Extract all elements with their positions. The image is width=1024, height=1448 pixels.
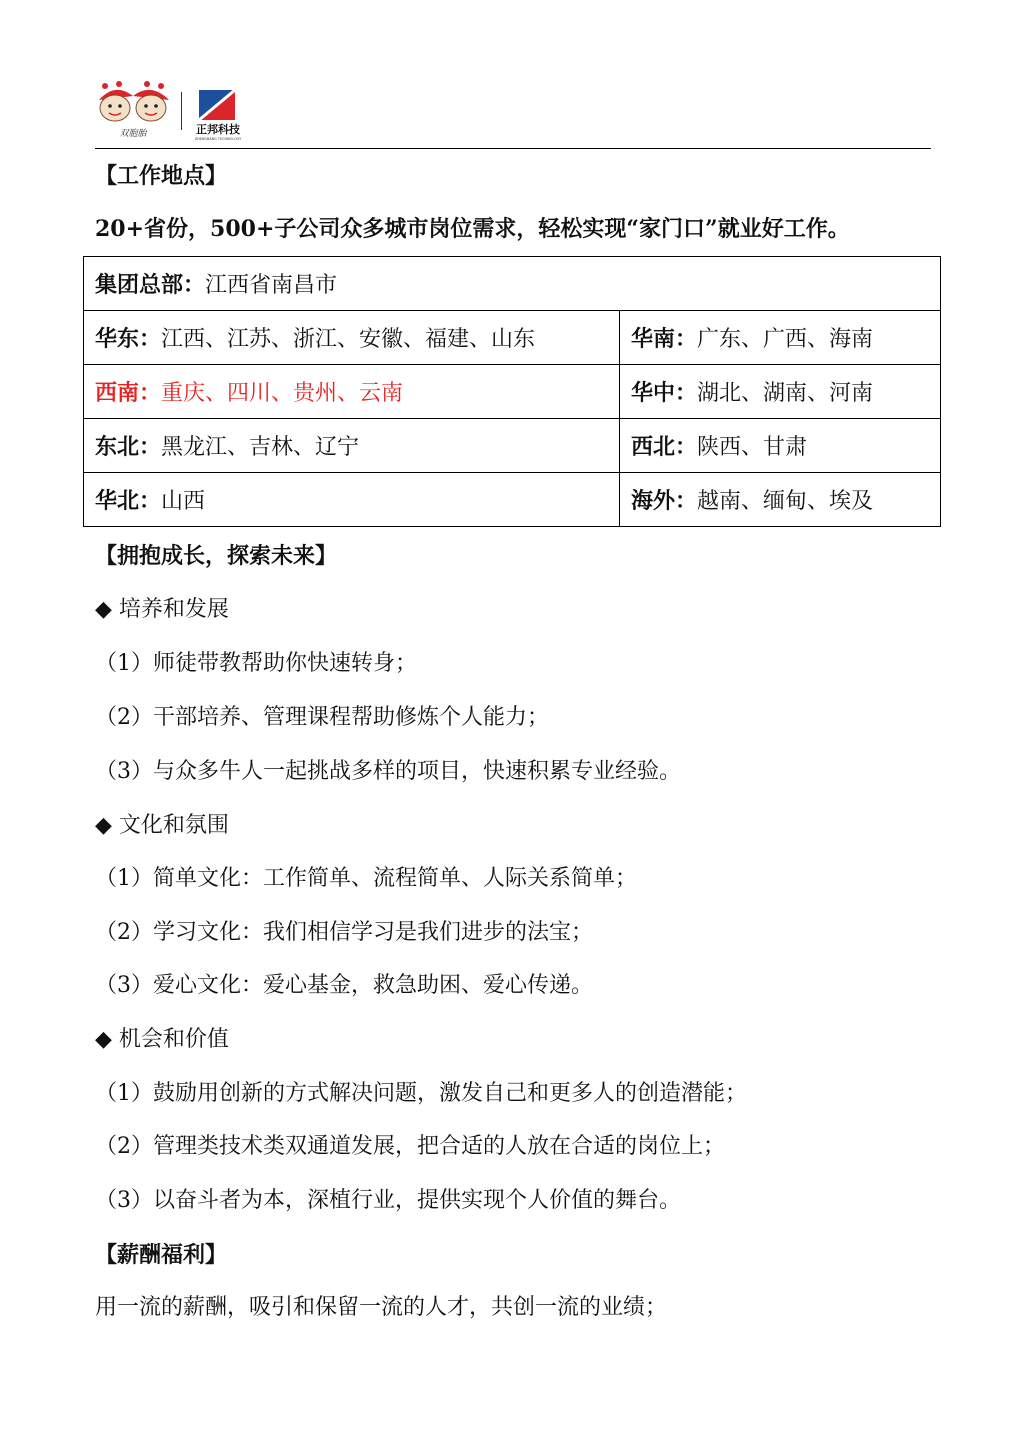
- hq-key: 集团总部：: [95, 272, 206, 298]
- list-item: （2）管理类技术类双通道发展，把合适的人放在合适的岗位上；: [95, 1134, 725, 1159]
- list-item: （1）师徒带教帮助你快速转身；: [95, 651, 417, 676]
- table-row: [84, 419, 941, 473]
- region-cell-central: [620, 365, 941, 419]
- region-value: 黑龙江、吉林、辽宁: [161, 435, 360, 460]
- region-cell-northwest: [620, 419, 941, 473]
- work-location-heading: 【工作地点】: [95, 163, 228, 189]
- list-item: （2）学习文化：我们相信学习是我们进步的法宝；: [95, 920, 593, 945]
- twins-logo-text: 双胞胎: [119, 129, 147, 139]
- work-location-summary: 20+省份，500+子公司众多城市岗位需求，轻松实现“家门口”就业好工作。: [95, 216, 850, 242]
- salary-heading: 【薪酬福利】: [95, 1242, 228, 1268]
- zhengbang-logo-subtext: ZHENGBANG TECHNOLOGY: [194, 137, 242, 141]
- table-row: [84, 365, 941, 419]
- zhengbang-logo-icon: [191, 86, 245, 142]
- region-key: 西南：: [95, 380, 162, 406]
- region-value: 湖北、湖南、河南: [697, 381, 874, 406]
- region-cell-south: [620, 311, 941, 365]
- region-value: 重庆、四川、贵州、云南: [161, 381, 404, 406]
- region-key: 华东：: [95, 326, 162, 352]
- hq-value: 江西省南昌市: [205, 273, 338, 298]
- region-value: 陕西、甘肃: [697, 435, 808, 460]
- region-value: 山西: [161, 489, 206, 514]
- hq-cell: [84, 257, 941, 311]
- region-cell-overseas: [620, 473, 941, 527]
- region-cell-east: [84, 311, 620, 365]
- region-key: 华北：: [95, 488, 162, 514]
- growth-section-title: ◆ 机会和价值: [95, 1027, 229, 1052]
- list-item: （1）鼓励用创新的方式解决问题，激发自己和更多人的创造潜能；: [95, 1081, 747, 1106]
- region-cell-southwest: [84, 365, 620, 419]
- table-row: [84, 311, 941, 365]
- region-key: 东北：: [95, 434, 162, 460]
- document-header: [95, 78, 931, 148]
- table-row: [84, 257, 941, 311]
- logo-separator: [181, 92, 182, 130]
- table-row: [84, 473, 941, 527]
- growth-section-title: ◆ 文化和氛围: [95, 813, 229, 838]
- work-location-table: [83, 256, 941, 527]
- region-value: 越南、缅甸、埃及: [697, 489, 874, 514]
- region-cell-north: [84, 473, 620, 527]
- region-value: 江西、江苏、浙江、安徽、福建、山东: [161, 327, 536, 352]
- region-key: 西北：: [631, 434, 698, 460]
- twins-logo-icon: [95, 78, 175, 140]
- salary-line: 用一流的薪酬，吸引和保留一流的人才，共创一流的业绩；: [95, 1295, 668, 1320]
- list-item: （1）简单文化：工作简单、流程简单、人际关系简单；: [95, 866, 637, 891]
- region-key: 华南：: [631, 326, 698, 352]
- region-cell-northeast: [84, 419, 620, 473]
- list-item: （2）干部培养、管理课程帮助修炼个人能力；: [95, 705, 549, 730]
- region-key: 华中：: [631, 380, 698, 406]
- region-value: 广东、广西、海南: [697, 327, 874, 352]
- list-item: （3）爱心文化：爱心基金，救急助困、爱心传递。: [95, 973, 593, 998]
- list-item: （3）以奋斗者为本，深植行业，提供实现个人价值的舞台。: [95, 1188, 681, 1213]
- zhengbang-logo-text: 正邦科技: [196, 123, 240, 136]
- growth-section-title: ◆ 培养和发展: [95, 597, 229, 622]
- header-divider: [95, 148, 931, 149]
- region-key: 海外：: [631, 488, 698, 514]
- list-item: （3）与众多牛人一起挑战多样的项目，快速积累专业经验。: [95, 759, 681, 784]
- growth-heading: 【拥抱成长，探索未来】: [95, 543, 338, 569]
